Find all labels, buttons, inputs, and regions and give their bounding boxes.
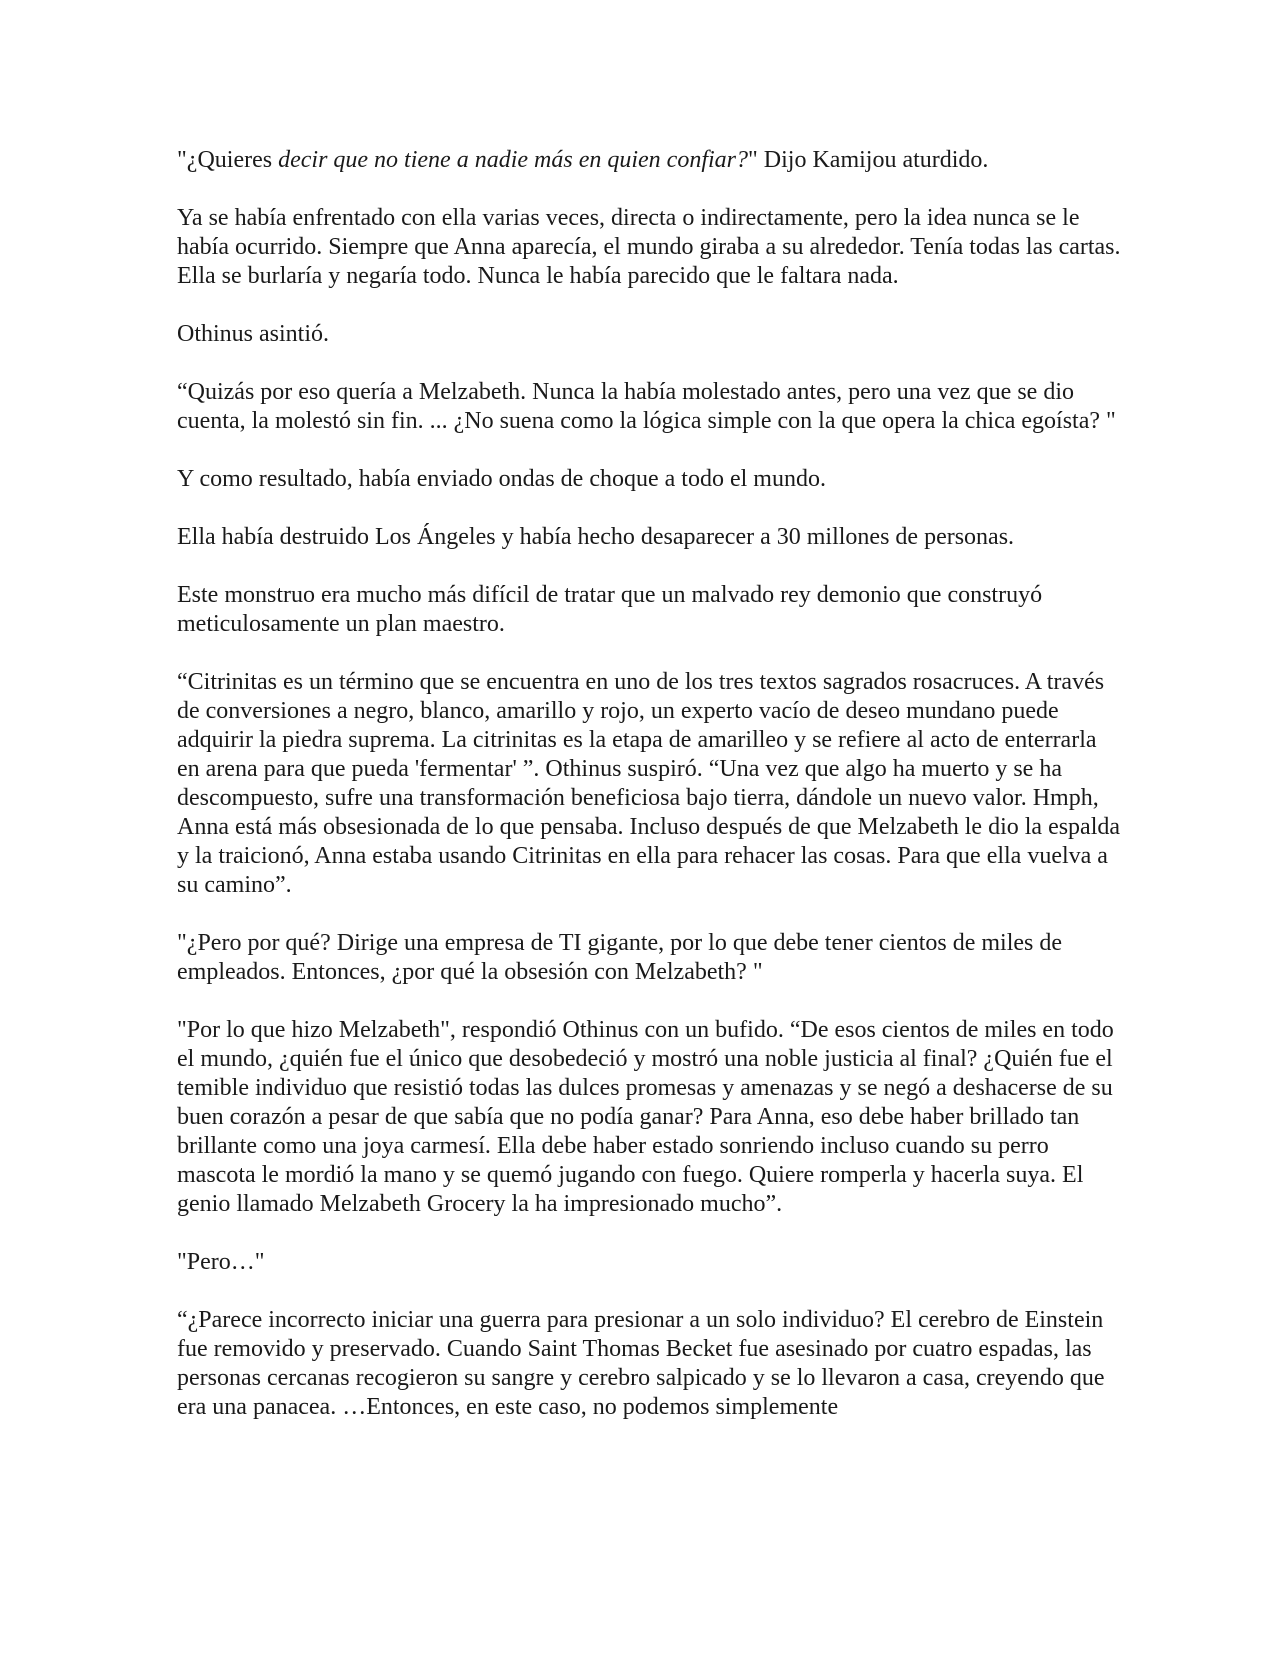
paragraph-4: “Quizás por eso quería a Melzabeth. Nunca la había molestado antes, pero una vez que se dio cuenta, la molestó sin fin. ... ¿No suena como la lógica simple con la que opera la chica egoísta? " bbox=[177, 379, 1116, 434]
paragraph-12: “¿Parece incorrecto iniciar una guerra para presionar a un solo individuo? El cerebro de Einstein fue removido y preservado. Cuando Saint Thomas Becket fue asesinado por cuatro espadas, las personas cercanas recogieron su sangre y cerebro salpicado y se lo llevaron a casa, creyendo que era una panacea. …Entonces, en este caso, no podemos simplemente bbox=[177, 1307, 1105, 1420]
paragraph-7: Este monstruo era mucho más difícil de tratar que un malvado rey demonio que construyó meticulosamente un plan maestro. bbox=[177, 582, 1043, 637]
paragraph-10: "Por lo que hizo Melzabeth", respondió Othinus con un bufido. “De esos cientos de miles en todo el mundo, ¿quién fue el único que desobedeció y mostró una noble justicia al final? ¿Quién fue el temible individuo que resistió todas las dulces promesas y amenazas y se negó a deshacerse de su buen corazón a pesar de que sabía que no podía ganar? Para Anna, eso debe haber brillado tan brillante como una joya carmesí. Ella debe haber estado sonriendo incluso cuando su perro mascota le mordió la mano y se quemó jugando con fuego. Quiere romperla y hacerla suya. El genio llamado Melzabeth Grocery la ha impresionado mucho”. bbox=[177, 1017, 1114, 1217]
paragraph-9: "¿Pero por qué? Dirige una empresa de TI gigante, por lo que debe tener cientos de miles de empleados. Entonces, ¿por qué la obsesión con Melzabeth? " bbox=[177, 930, 1063, 985]
paragraph-11: "Pero…" bbox=[177, 1249, 265, 1275]
paragraph-5: Y como resultado, había enviado ondas de choque a todo el mundo. bbox=[177, 466, 826, 492]
paragraph-8: “Citrinitas es un término que se encuentra en uno de los tres textos sagrados rosacruces. A través de conversiones a negro, blanco, amarillo y rojo, un experto vacío de deseo mundano puede adquirir la piedra suprema. La citrinitas es la etapa de amarilleo y se refiere al acto de enterrarla en arena para que pueda 'fermentar' ”. Othinus suspiró. “Una vez que algo ha muerto y se ha descompuesto, sufre una transformación beneficiosa bajo tierra, dándole un nuevo valor. Hmph, Anna está más obsesionada de lo que pensaba. Incluso después de que Melzabeth le dio la espalda y la traicionó, Anna estaba usando Citrinitas en ella para rehacer las cosas. Para que ella vuelva a su camino”. bbox=[177, 669, 1121, 898]
paragraph-6: Ella había destruido Los Ángeles y había hecho desaparecer a 30 millones de personas. bbox=[177, 524, 1015, 550]
paragraph-3: Othinus asintió. bbox=[177, 321, 330, 347]
paragraph-1-italic-segment: decir que no tiene a nadie más en quien confiar? bbox=[278, 147, 748, 173]
paragraph-1-segment-1: "¿Quieres bbox=[177, 147, 279, 173]
paragraph-1 bbox=[177, 146, 1122, 175]
paragraph-1-segment-3: " Dijo Kamijou aturdido. bbox=[748, 147, 989, 173]
document-body bbox=[177, 146, 1122, 1422]
paragraph-2: Ya se había enfrentado con ella varias veces, directa o indirectamente, pero la idea nunca se le había ocurrido. Siempre que Anna aparecía, el mundo giraba a su alrededor. Tenía todas las cartas. Ella se burlaría y negaría todo. Nunca le había parecido que le faltara nada. bbox=[177, 205, 1121, 289]
